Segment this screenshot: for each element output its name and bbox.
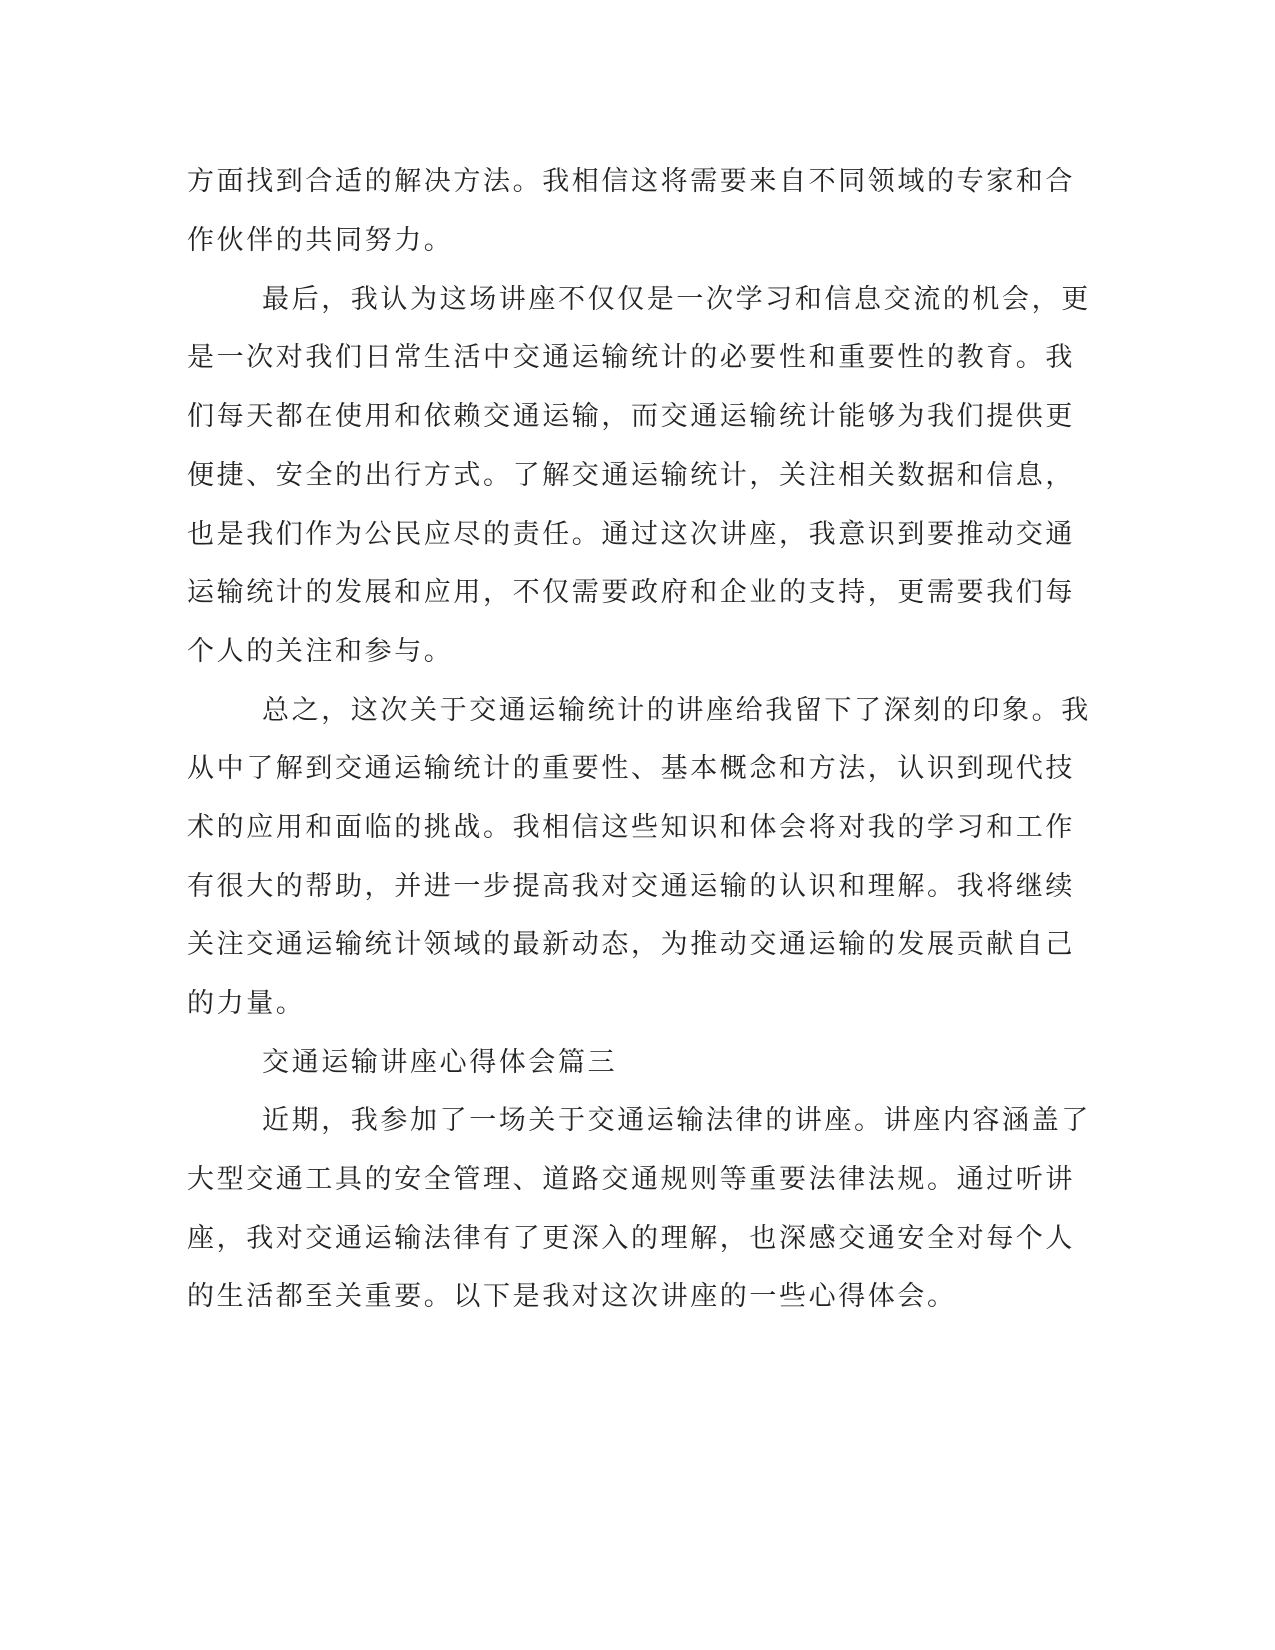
text-line: 的力量。 [187, 988, 306, 1019]
text-line: 的生活都至关重要。以下是我对这次讲座的一些心得体会。 [187, 1281, 957, 1312]
paragraph-start-line: 最后，我认为这场讲座不仅仅是一次学习和信息交流的机会，更 [262, 284, 1091, 315]
text-line: 方面找到合适的解决方法。我相信这将需要来自不同领域的专家和合 [187, 166, 1075, 197]
text-line: 术的应用和面临的挑战。我相信这些知识和体会将对我的学习和工作 [187, 812, 1075, 843]
text-line: 作伙伴的共同努力。 [187, 225, 454, 256]
paragraph-start-line: 近期，我参加了一场关于交通运输法律的讲座。讲座内容涵盖了 [262, 1105, 1091, 1136]
text-line: 是一次对我们日常生活中交通运输统计的必要性和重要性的教育。我 [187, 342, 1075, 373]
text-line: 大型交通工具的安全管理、道路交通规则等重要法律法规。通过听讲 [187, 1164, 1075, 1195]
text-line: 也是我们作为公民应尽的责任。通过这次讲座，我意识到要推动交通 [187, 519, 1075, 550]
text-line: 关注交通运输统计领域的最新动态，为推动交通运输的发展贡献自己 [187, 929, 1075, 960]
text-line: 座，我对交通运输法律有了更深入的理解，也深感交通安全对每个人 [187, 1223, 1075, 1254]
text-line: 们每天都在使用和依赖交通运输，而交通运输统计能够为我们提供更 [187, 401, 1075, 432]
text-line: 从中了解到交通运输统计的重要性、基本概念和方法，认识到现代技 [187, 753, 1075, 784]
text-line: 有很大的帮助，并进一步提高我对交通运输的认识和理解。我将继续 [187, 871, 1075, 902]
text-line: 便捷、安全的出行方式。了解交通运输统计，关注相关数据和信息， [187, 460, 1075, 491]
text-line: 运输统计的发展和应用，不仅需要政府和企业的支持，更需要我们每 [187, 577, 1075, 608]
text-line: 个人的关注和参与。 [187, 636, 454, 667]
paragraph-start-line: 总之，这次关于交通运输统计的讲座给我留下了深刻的印象。我 [262, 695, 1091, 726]
section-heading: 交通运输讲座心得体会篇三 [262, 1047, 618, 1078]
